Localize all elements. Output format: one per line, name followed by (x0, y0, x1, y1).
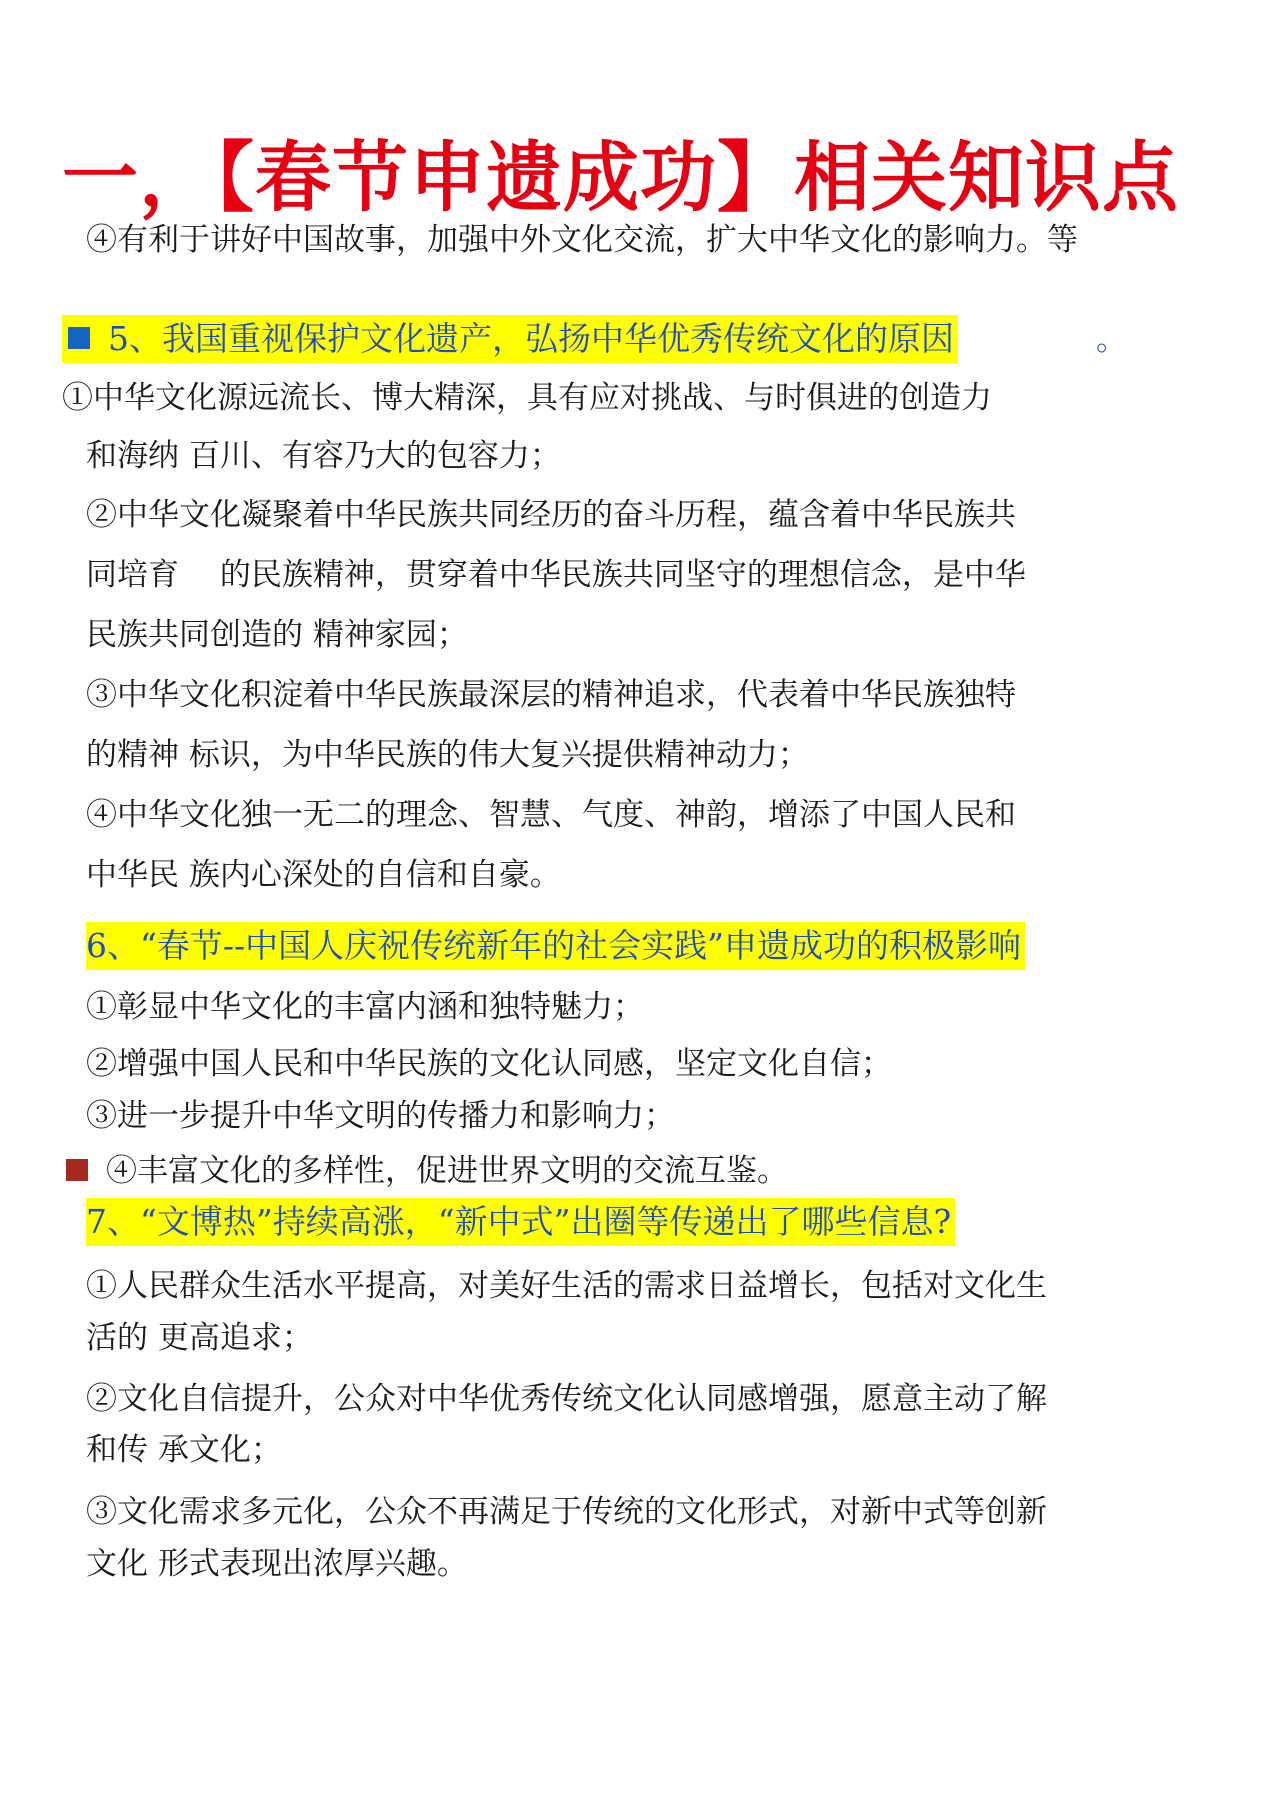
section-heading-5 (62, 315, 958, 363)
text-line: 活的 更高追求； (86, 1320, 313, 1356)
text-line: ③进一步提升中华文明的传播力和影响力； (86, 1098, 675, 1134)
section-heading-6: 6、“春节--中国人庆祝传统新年的社会实践”申遗成功的积极影响 (86, 922, 1025, 970)
text-line: 中华民 族内心深处的自信和自豪。 (86, 857, 561, 893)
text-line: ②中华文化凝聚着中华民族共同经历的奋斗历程，蕴含着中华民族共 (86, 497, 1016, 533)
text-line: ②增强中国人民和中华民族的文化认同感，坚定文化自信； (86, 1046, 892, 1082)
text-line: ①彰显中华文化的丰富内涵和独特魅力； (86, 989, 644, 1025)
text-line (66, 1149, 788, 1193)
text-line: ④有利于讲好中国故事，加强中外文化交流，扩大中华文化的影响力。等 (86, 222, 1078, 258)
text-line: 民族共同创造的 精神家园； (86, 617, 468, 653)
text-line: 的精神 标识，为中华民族的伟大复兴提供精神动力； (86, 737, 809, 773)
text-line: 文化 形式表现出浓厚兴趣。 (86, 1546, 468, 1582)
heading-text: 5、我国重视保护文化遗产，弘扬中华优秀传统文化的原因 (108, 319, 954, 358)
page-title: 一，【春节申遗成功】相关知识点 (62, 133, 1179, 222)
text-line: ③文化需求多元化，公众不再满足于传统的文化形式，对新中式等创新 (86, 1494, 1047, 1530)
text-line: ①中华文化源远流长、博大精深，具有应对挑战、与时俱进的创造力 (62, 380, 992, 416)
text-line: ④中华文化独一无二的理念、智慧、气度、神韵，增添了中国人民和 (86, 797, 1016, 833)
text-line: 和海纳 百川、有容乃大的包容力； (86, 438, 561, 474)
square-bullet-icon (68, 327, 90, 349)
square-bullet-icon (66, 1159, 88, 1181)
section-heading-7: 7、“文博热”持续高涨，“新中式”出圈等传递出了哪些信息? (86, 1198, 955, 1246)
text-line: 同培育 的民族精神，贯穿着中华民族共同坚守的理想信念，是中华 (86, 557, 1026, 593)
text-line: 和传 承文化； (86, 1432, 282, 1468)
text-line-content: ④丰富文化的多样性，促进世界文明的交流互鉴。 (106, 1153, 788, 1189)
text-line: ①人民群众生活水平提高，对美好生活的需求日益增长，包括对文化生 (86, 1268, 1047, 1304)
text-line: ③中华文化积淀着中华民族最深层的精神追求，代表着中华民族独特 (86, 677, 1016, 713)
heading-period: 。 (1096, 322, 1127, 358)
text-line: ②文化自信提升，公众对中华优秀传统文化认同感增强，愿意主动了解 (86, 1381, 1047, 1417)
